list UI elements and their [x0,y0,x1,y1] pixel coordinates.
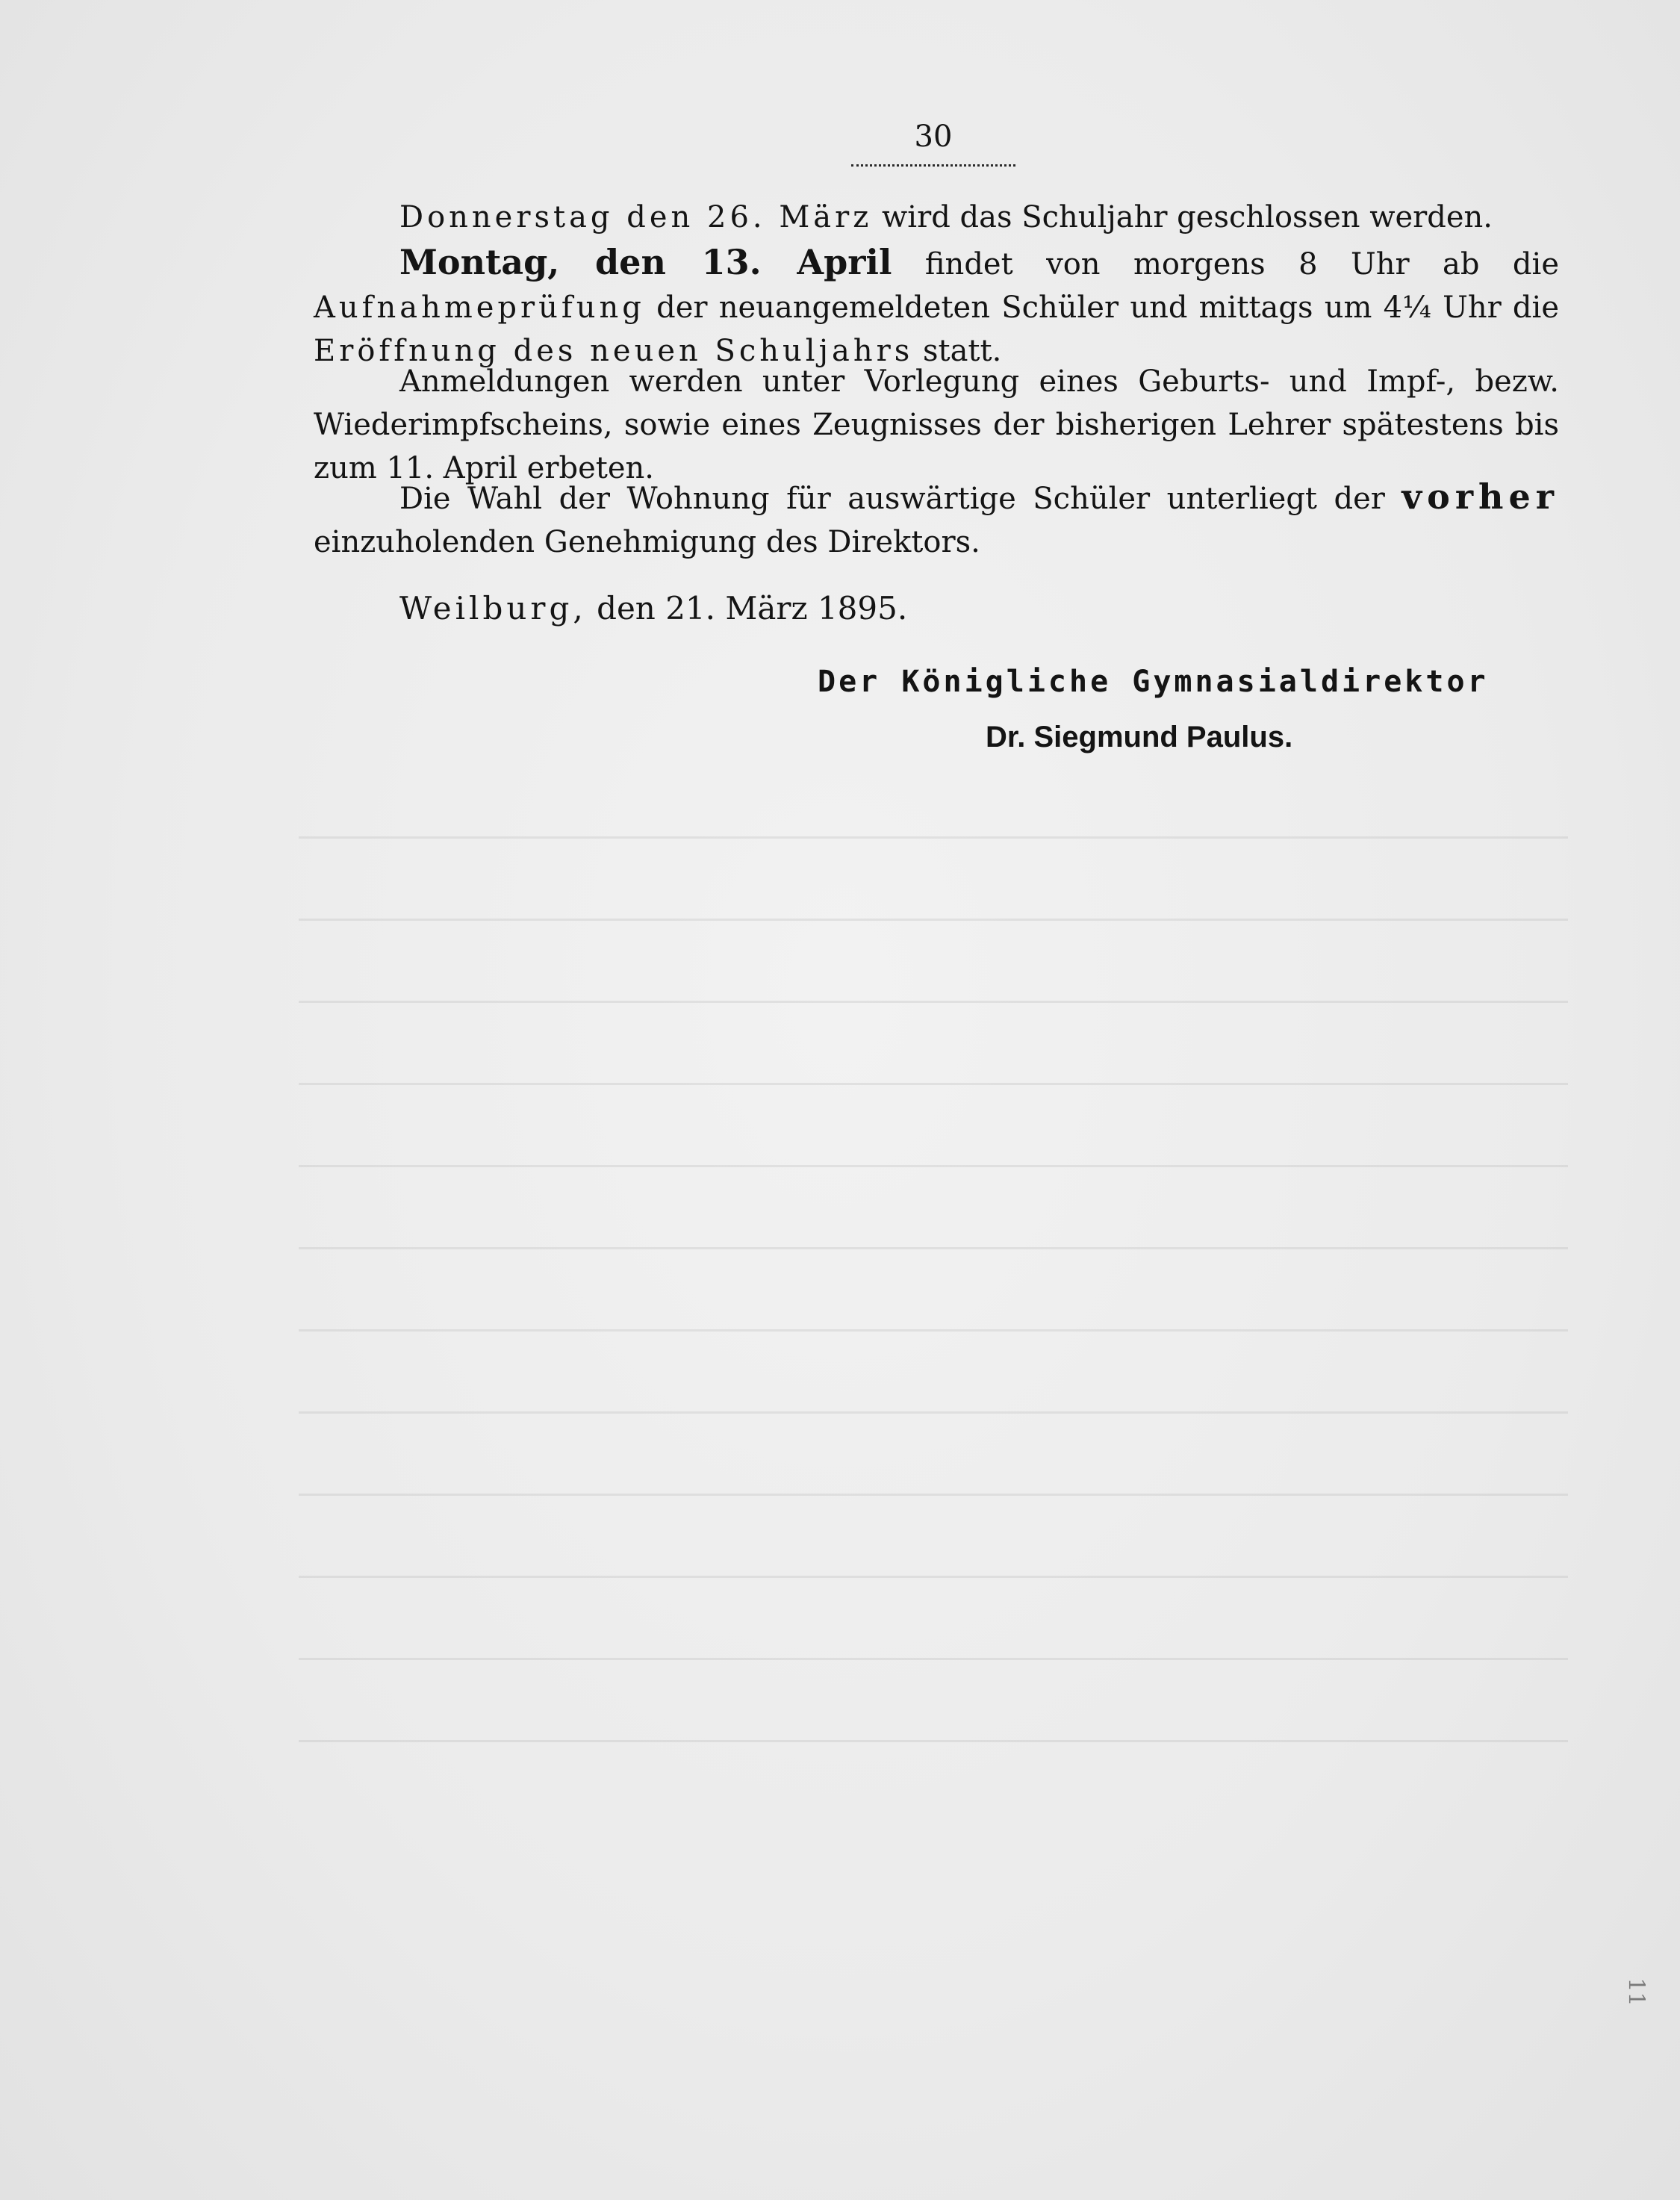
paragraph-housing [314,475,1559,564]
bleed-through-line [299,836,1568,839]
emphasis-date: Montag, den 13. April [399,242,892,282]
bleed-through-line [299,919,1568,921]
bleed-through-line [299,1576,1568,1578]
bleed-through-line [299,1247,1568,1249]
date-text: den 21. März 1895. [586,590,908,627]
bleed-through-line [299,1740,1568,1742]
bleed-through-line [299,1329,1568,1332]
paragraph-text: statt. [913,334,1002,368]
signature-name: Dr. Siegmund Paulus. [986,721,1293,753]
paragraph-school-year-end [314,196,1559,239]
emphasis-date: Donnerstag den 26. März [399,200,873,234]
paragraph-registration [314,360,1559,490]
page-number: 30 [914,119,953,154]
emphasis-term: Eröffnung des neuen Schuljahrs [314,334,914,368]
paragraph-text: wird das Schuljahr geschlossen werden. [872,200,1493,234]
paragraph-text: Anmeldungen werden unter Vorlegung eines Geburts- und Impf-, bezw. Wiederimpfscheins, sowie eines Zeugnisses der bisherigen Lehrer spätestens bis zum 11. April erbeten. [314,364,1559,485]
bleed-through-line [299,1083,1568,1085]
paragraph-text: findet von morgens 8 Uhr ab die [892,247,1559,282]
emphasis-term: vorher [1401,476,1559,517]
place-date-line [399,590,907,627]
margin-mark: 11 [1623,1977,1649,2007]
emphasis-term: Aufnahmeprüfung [314,290,645,325]
bleed-through-line [299,1658,1568,1660]
paragraph-text: einzuholenden Genehmigung des Direktors. [314,525,980,559]
bleed-through-line [299,1411,1568,1414]
signature-title: Der Königliche Gymnasialdirektor [818,665,1489,699]
bleed-through-line [299,1165,1568,1167]
paragraph-admission-exam [314,240,1559,373]
paragraph-text: der neuangemeldeten Schüler und mittags um 4¼ Uhr die [644,290,1559,325]
bleed-through-line [299,1001,1568,1003]
page-number-ornament [851,157,1015,167]
paragraph-text: Die Wahl der Wohnung für auswärtige Schüler unterliegt der [399,482,1402,516]
place-name: Weilburg, [399,590,587,627]
bleed-through-line [299,1494,1568,1496]
